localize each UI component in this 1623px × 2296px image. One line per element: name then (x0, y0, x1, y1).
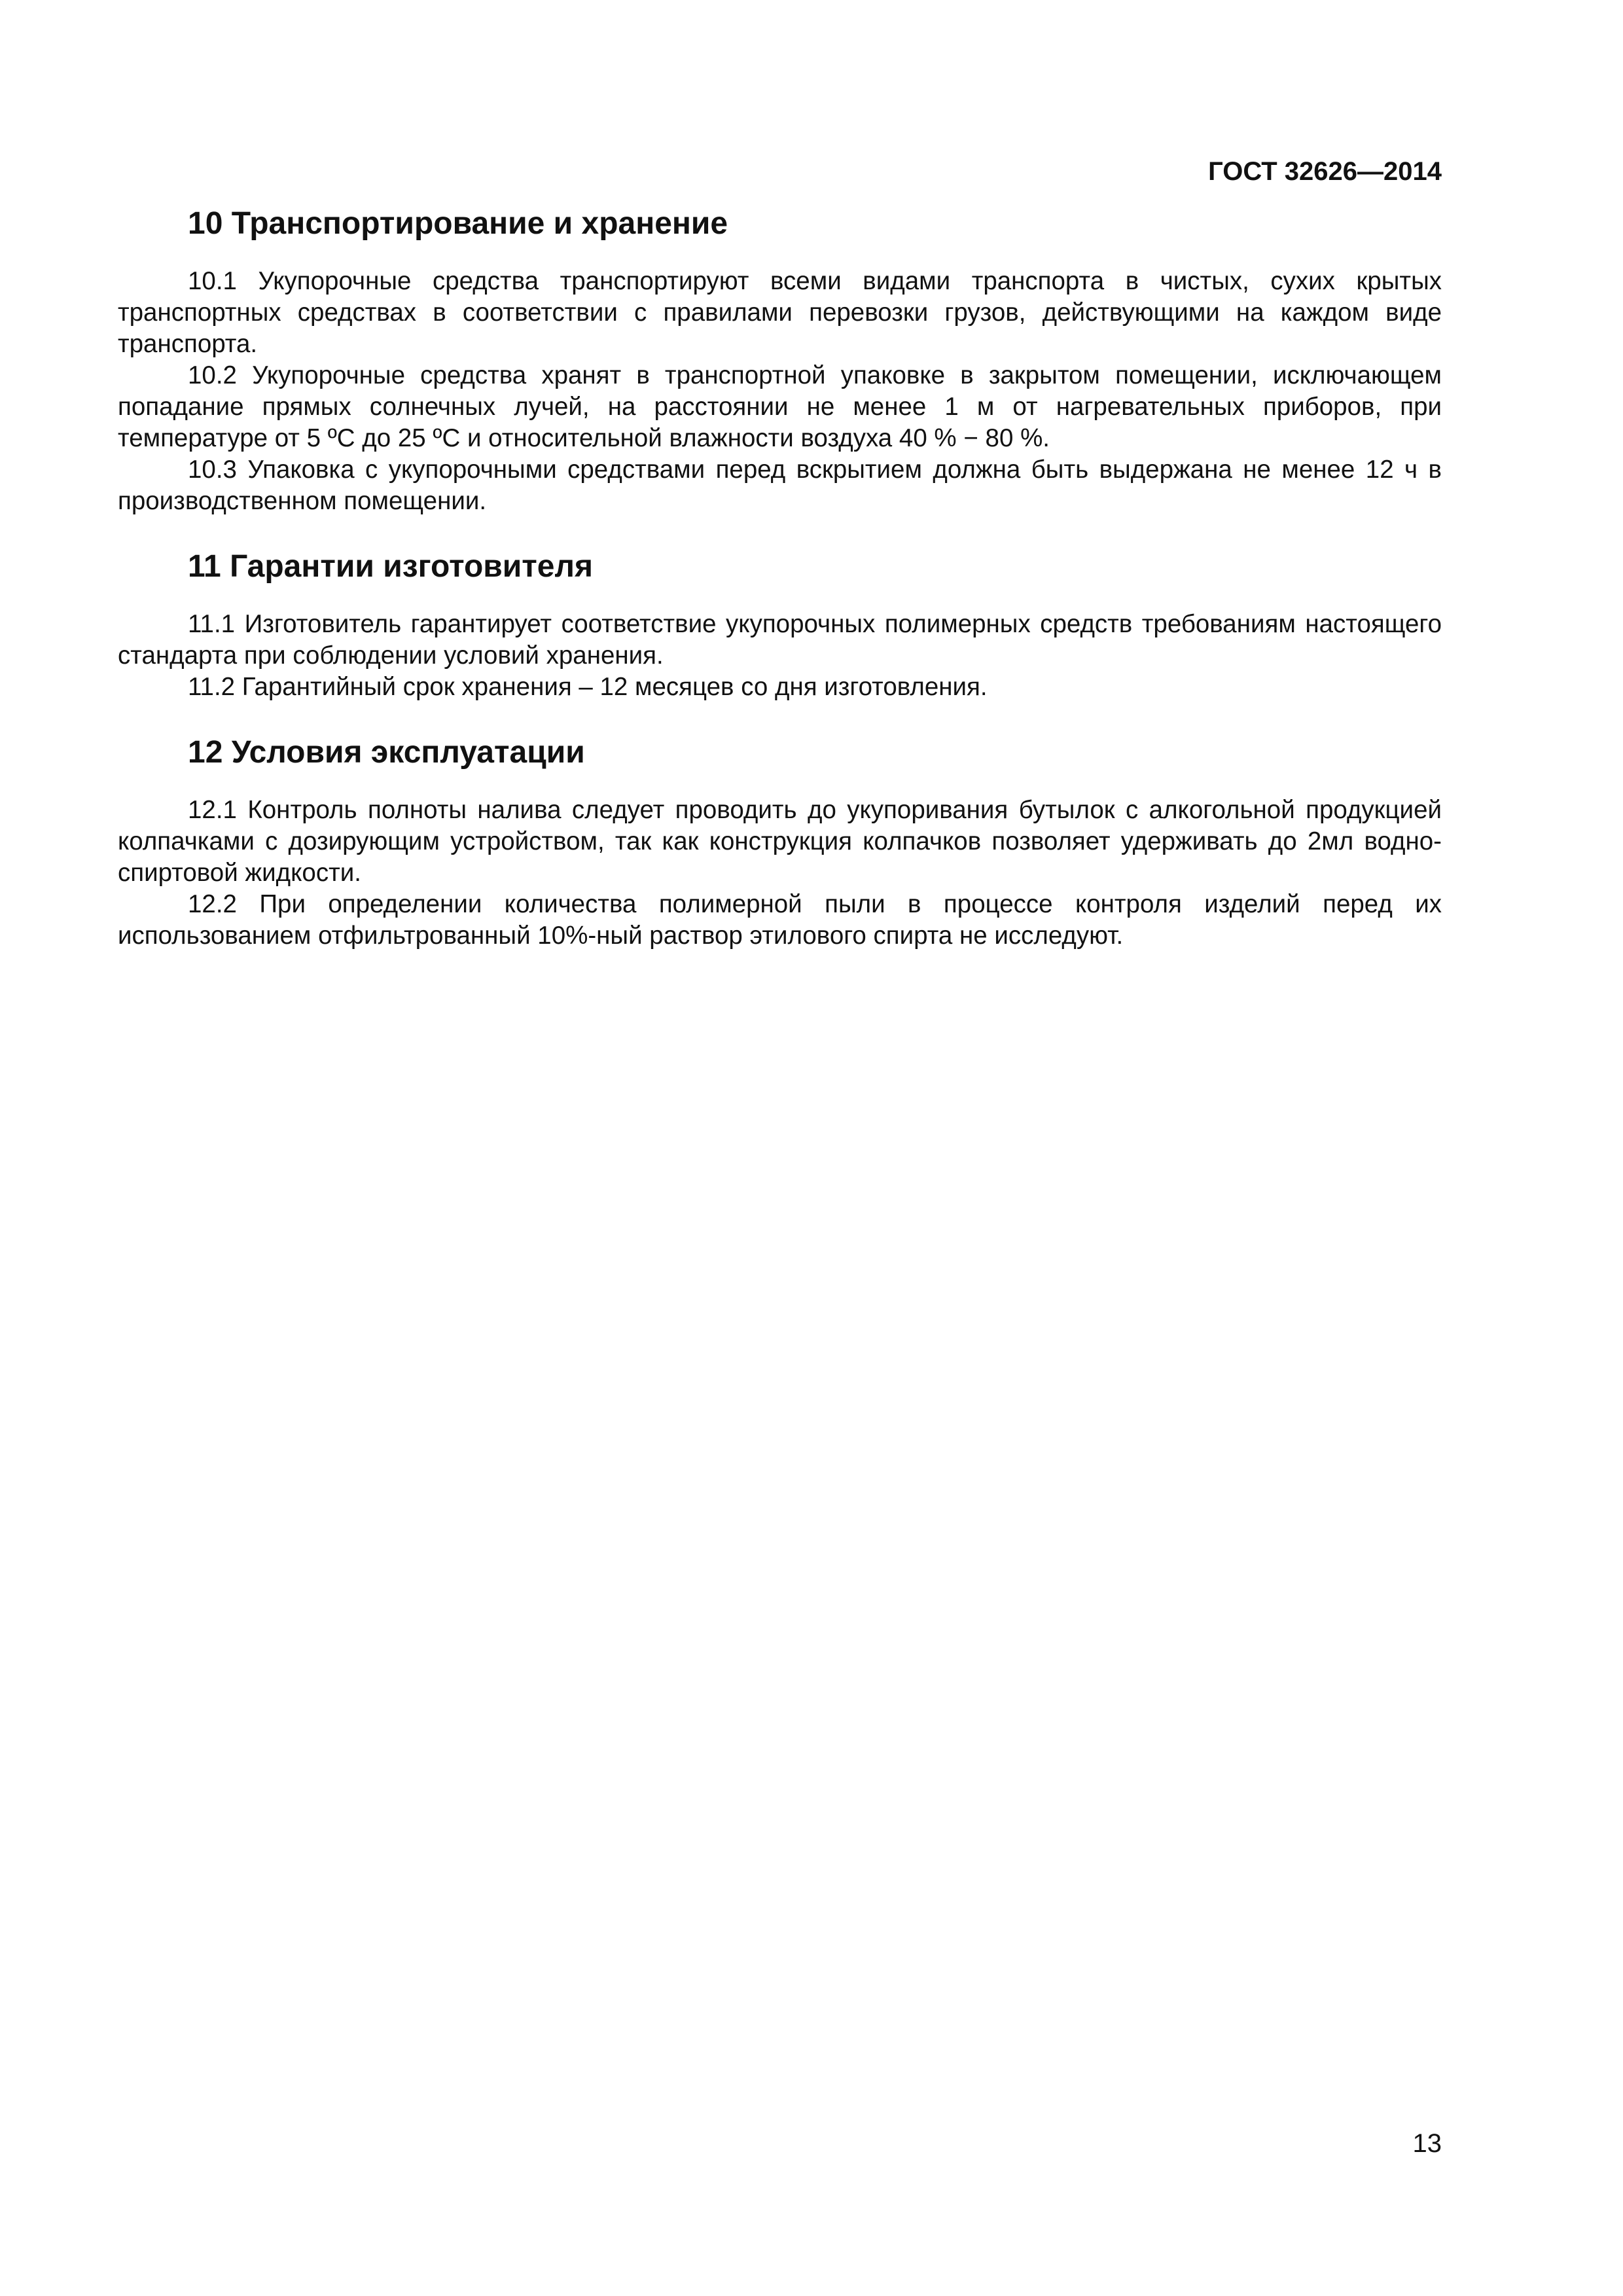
paragraph-10-3: 10.3 Упаковка с укупорочными средствами перед вскрытием должна быть выдержана не менее 12 ч в производственном помещении. (118, 456, 1442, 515)
document-standard-id: ГОСТ 32626—2014 (1208, 157, 1442, 186)
paragraph-10-1: 10.1 Укупорочные средства транспортируют всеми видами транспорта в чистых, сухих крытых транспортных средствах в соответствии с правилами перевозки грузов, действующими на каждом виде транспорта. (118, 267, 1442, 358)
paragraph-11-2: 11.2 Гарантийный срок хранения – 12 месяцев со дня изготовления. (188, 673, 988, 701)
paragraph-12-2: 12.2 При определении количества полимерной пыли в процессе контроля изделий перед их использованием отфильтрованный 10%-ный раствор этилового спирта не исследуют. (118, 890, 1442, 950)
section-title: 10 Транспортирование и хранение (188, 206, 728, 241)
section-body (118, 609, 1442, 703)
document-content (118, 196, 1442, 974)
paragraph-10-2: 10.2 Укупорочные средства хранят в транспортной упаковке в закрытом помещении, исключающем попадание прямых солнечных лучей, на расстоянии не менее 1 м от нагревательных приборов, при температуре от 5 ºС до 25 ºС и относительной влажности воздуха 40 % − 80 %. (118, 361, 1442, 452)
page-number: 13 (1412, 2129, 1442, 2158)
section-10-transport-storage (118, 196, 1442, 517)
section-12-operating-conditions (118, 725, 1442, 952)
paragraph-12-1: 12.1 Контроль полноты налива следует проводить до укупоривания бутылок с алкогольной продукцией колпачками с дозирующим устройством, так как конструкция колпачков позволяет удерживать до 2мл водно-спиртовой жидкости. (118, 796, 1442, 887)
section-body (118, 266, 1442, 517)
section-title: 11 Гарантии изготовителя (188, 549, 593, 584)
section-body (118, 795, 1442, 952)
section-title: 12 Условия эксплуатации (188, 735, 585, 770)
paragraph-11-1: 11.1 Изготовитель гарантирует соответствие укупорочных полимерных средств требованиям настоящего стандарта при соблюдении условий хранения. (118, 610, 1442, 670)
section-11-manufacturer-warranty (118, 539, 1442, 703)
